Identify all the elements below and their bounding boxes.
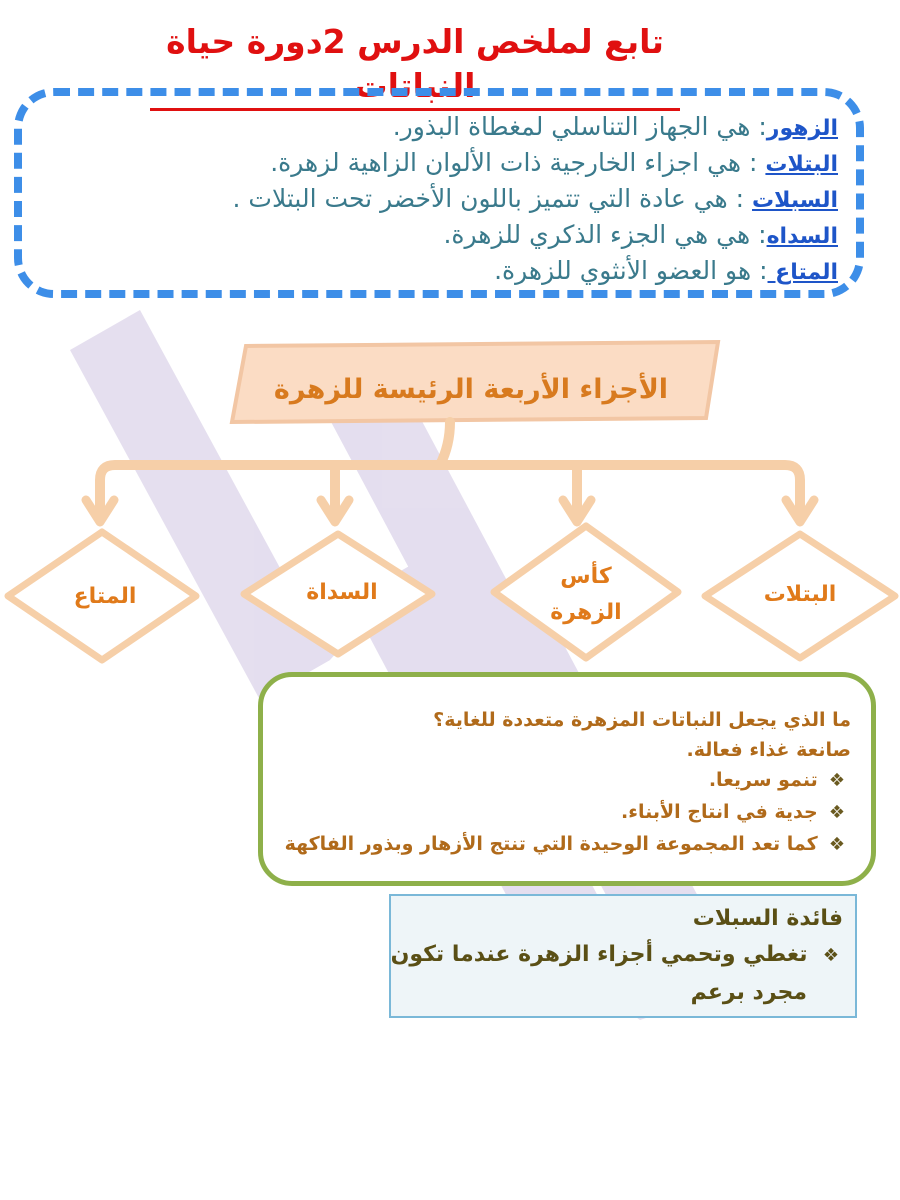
part-label-petals: البتلات [763,582,837,607]
definition-text: : هو العضو الأنثوي للزهرة. [494,256,768,285]
definition-term: الزهور [766,116,838,141]
definition-text: : هي هي الجزء الذكري للزهرة. [443,220,767,249]
sepals-heading: فائدة السبلات [692,906,843,931]
definition-text: : هي اجزاء الخارجية ذات الألوان الزاهية لزهرة. [270,148,766,177]
definitions-box [14,88,864,298]
sepals-benefit-line1: تغطي وتحمي أجزاء الزهرة عندما تكون [390,942,808,967]
page-title: تابع لملخص الدرس 2دورة حياة النباتات [150,20,680,111]
answer-item-text: تنمو سريعا. [708,769,818,791]
sepals-benefit-line2: مجرد برعم [690,980,807,1005]
part-label-pistil: المتاع [73,584,137,609]
answer-item [709,765,845,796]
diamond-bullet-icon: ❖ [822,945,839,966]
arrow-heads [86,500,814,522]
diagram-heading: الأجزاء الأربعة الرئيسة للزهرة [273,374,669,405]
diamond-bullet-icon: ❖ [828,834,845,855]
question-box [258,672,876,886]
answer-lead: صانعة غذاء فعالة. [686,739,851,761]
definition-row [393,110,838,146]
definition-term: البتلات [765,152,838,177]
flower-parts-diagram [0,330,900,670]
part-label-stamen: السداة [306,580,378,605]
definition-text: : هي الجهاز التناسلي لمغطاة البذور. [392,112,767,141]
definition-term: المتاع [767,260,838,285]
answer-item-text: كما تعد المجموعة الوحيدة التي تنتج الأزهار وبذور الفاكهة [284,833,818,855]
answer-item-text: جدية في انتاج الأبناء. [621,801,818,823]
answer-item [621,797,845,828]
definition-row [494,254,838,290]
diamond-calyx [494,526,678,658]
part-label-calyx-line2: الزهرة [550,600,622,625]
diamond-bullet-icon: ❖ [828,770,845,791]
definition-term: السداه [766,224,838,249]
sepals-benefit-box [389,894,857,1018]
part-label-calyx-line1: كأس [560,564,612,589]
diamond-bullet-icon: ❖ [828,802,845,823]
definition-row [270,146,838,182]
definition-text: : هي عادة التي تتميز باللون الأخضر تحت البتلات . [232,184,753,213]
question-text: ما الذي يجعل النباتات المزهرة متعددة للغاية؟ [433,709,851,731]
sepals-benefit-item [391,938,839,973]
definition-term: السبلات [752,188,838,213]
answer-item [285,829,845,860]
connector-lines [100,422,800,516]
definition-row [233,182,838,218]
definition-row [443,218,838,254]
